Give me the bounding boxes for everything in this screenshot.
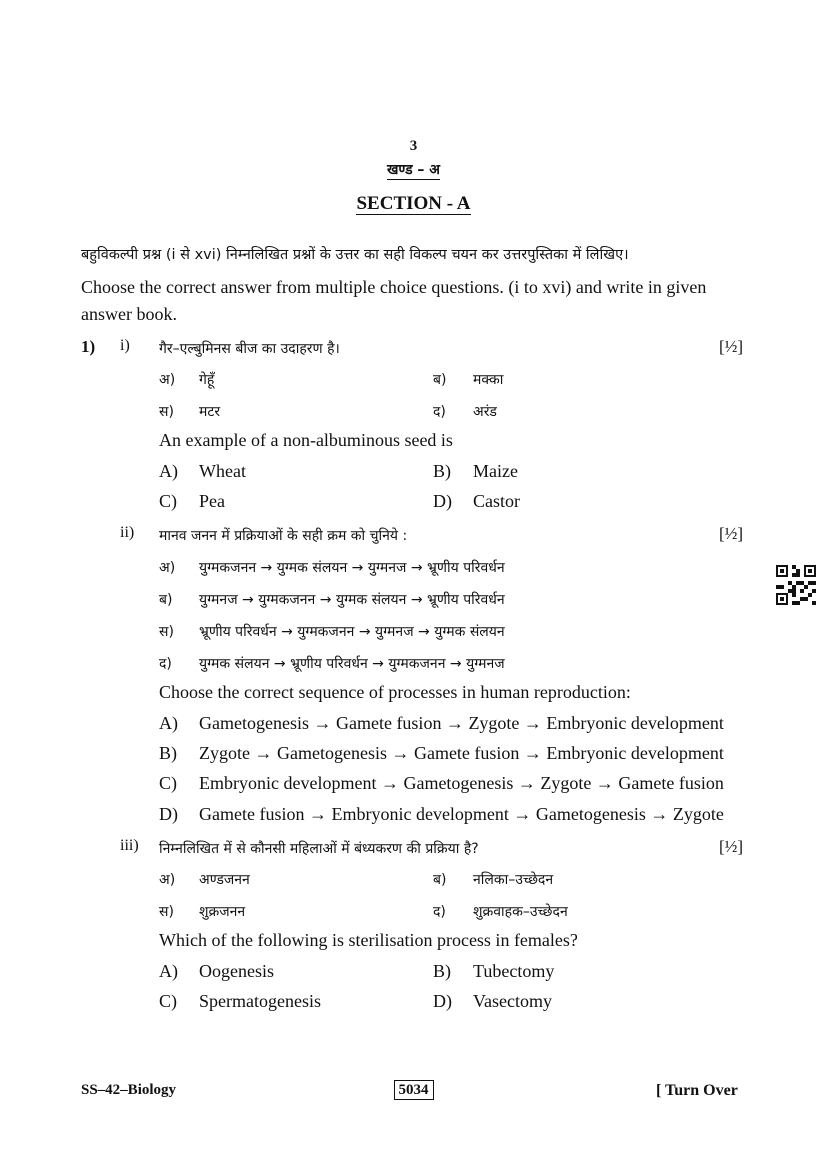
option-hindi bbox=[159, 402, 220, 421]
option-hindi bbox=[159, 622, 505, 641]
option-text: Gamete fusion → Embryonic development → Gametogenesis → Zygote bbox=[199, 804, 724, 824]
instruction-english: Choose the correct answer from multiple choice questions. (i to xvi) and write in given answer book. bbox=[81, 277, 707, 324]
paper-code: SS–42–Biology bbox=[81, 1082, 177, 1098]
option-hindi bbox=[159, 654, 505, 673]
option-text: शुक्रजनन bbox=[199, 904, 246, 920]
option-english bbox=[433, 991, 552, 1012]
option-hindi bbox=[433, 402, 497, 421]
option-hindi bbox=[159, 870, 250, 889]
option-text: युग्मनज → युग्मकजनन → युग्मक संलयन → भ्रूणीय परिवर्धन bbox=[199, 592, 505, 608]
option-text: मक्का bbox=[473, 372, 504, 388]
option-text: Vasectomy bbox=[473, 991, 552, 1011]
option-text: Zygote → Gametogenesis → Gamete fusion → Embryonic development bbox=[199, 743, 724, 763]
option-hindi bbox=[159, 558, 505, 577]
option-label: द) bbox=[433, 904, 446, 920]
option-label: B) bbox=[159, 743, 177, 763]
option-label: अ) bbox=[159, 372, 176, 388]
option-label: C) bbox=[159, 491, 177, 511]
section-title bbox=[0, 193, 827, 215]
option-label: C) bbox=[159, 773, 177, 793]
option-text: Embryonic development → Gametogenesis → Zygote → Gamete fusion bbox=[199, 773, 724, 793]
option-text: Tubectomy bbox=[473, 961, 555, 981]
option-text: अण्डजनन bbox=[199, 872, 250, 888]
option-label: D) bbox=[433, 491, 452, 511]
section-title-text: SECTION - A bbox=[356, 193, 471, 214]
option-text: Wheat bbox=[199, 461, 246, 481]
subquestion-number: i) bbox=[120, 337, 130, 354]
option-hindi bbox=[433, 870, 553, 889]
option-label: ब) bbox=[159, 592, 173, 608]
option-label: B) bbox=[433, 461, 451, 481]
option-text: युग्मकजनन → युग्मक संलयन → युग्मनज → भ्रूणीय परिवर्धन bbox=[199, 560, 505, 576]
marks: [½] bbox=[719, 337, 744, 356]
option-label: A) bbox=[159, 961, 178, 981]
option-english bbox=[159, 991, 321, 1012]
section-title-hindi bbox=[0, 160, 827, 179]
option-text: Castor bbox=[473, 491, 520, 511]
option-text: मटर bbox=[199, 404, 221, 420]
subquestion-number: iii) bbox=[120, 837, 139, 854]
option-label: स) bbox=[159, 904, 174, 920]
option-english bbox=[159, 743, 724, 764]
qr-code-icon bbox=[776, 565, 816, 605]
option-hindi bbox=[159, 590, 505, 609]
page-code-box: 5034 bbox=[394, 1080, 434, 1100]
option-label: द) bbox=[433, 404, 446, 420]
option-hindi bbox=[433, 902, 568, 921]
option-label: स) bbox=[159, 404, 174, 420]
option-english bbox=[159, 491, 225, 512]
option-label: B) bbox=[433, 961, 451, 981]
option-text: शुक्रवाहक–उच्छेदन bbox=[473, 904, 568, 920]
option-label: D) bbox=[433, 991, 452, 1011]
question-text-hindi: गैर–एल्बुमिनस बीज का उदाहरण है। bbox=[159, 341, 340, 357]
option-text: Oogenesis bbox=[199, 961, 274, 981]
option-english bbox=[433, 461, 518, 482]
instruction-hindi: बहुविकल्पी प्रश्न (i से xvi) निम्नलिखित प्रश्नों के उत्तर का सही विकल्प चयन कर उत्तरपुस्तिका में लिखिए। bbox=[81, 247, 629, 263]
question-text-hindi: मानव जनन में प्रक्रियाओं के सही क्रम को चुनिये : bbox=[159, 528, 408, 544]
option-hindi bbox=[433, 370, 503, 389]
option-label: अ) bbox=[159, 560, 176, 576]
section-title-hindi-text: खण्ड – अ bbox=[386, 162, 441, 178]
option-text: अरंड bbox=[473, 404, 497, 420]
option-text: गेहूँ bbox=[199, 372, 215, 388]
option-text: Pea bbox=[199, 491, 225, 511]
option-label: C) bbox=[159, 991, 177, 1011]
option-text: Maize bbox=[473, 461, 518, 481]
question-text-english: Which of the following is sterilisation process in females? bbox=[159, 930, 578, 950]
option-hindi bbox=[159, 370, 214, 389]
question-text-english: Choose the correct sequence of processes in human reproduction: bbox=[159, 682, 631, 702]
option-english bbox=[159, 773, 724, 794]
marks: [½] bbox=[719, 524, 744, 543]
question-text-english: An example of a non-albuminous seed is bbox=[159, 430, 453, 450]
option-english bbox=[159, 461, 246, 482]
option-label: अ) bbox=[159, 872, 176, 888]
option-label: स) bbox=[159, 624, 174, 640]
option-english bbox=[433, 491, 520, 512]
option-label: ब) bbox=[433, 872, 447, 888]
marks: [½] bbox=[719, 837, 744, 856]
option-text: नलिका–उच्छेदन bbox=[473, 872, 554, 888]
option-english bbox=[159, 804, 724, 825]
question-text-hindi: निम्नलिखित में से कौनसी महिलाओं में बंध्यकरण की प्रक्रिया है? bbox=[159, 841, 479, 857]
option-english bbox=[159, 713, 724, 734]
subquestion-number: ii) bbox=[120, 524, 135, 541]
option-label: D) bbox=[159, 804, 178, 824]
option-label: ब) bbox=[433, 372, 447, 388]
option-text: Gametogenesis → Gamete fusion → Zygote → Embryonic development bbox=[199, 713, 724, 733]
option-text: भ्रूणीय परिवर्धन → युग्मकजनन → युग्मनज → युग्मक संलयन bbox=[199, 624, 505, 640]
option-english bbox=[433, 961, 554, 982]
page-number: 3 bbox=[409, 138, 418, 154]
question-number: 1) bbox=[81, 337, 96, 356]
option-label: A) bbox=[159, 713, 178, 733]
option-hindi bbox=[159, 902, 245, 921]
option-label: द) bbox=[159, 656, 172, 672]
turn-over-label: [ Turn Over bbox=[656, 1082, 738, 1099]
option-english bbox=[159, 961, 274, 982]
option-label: A) bbox=[159, 461, 178, 481]
option-text: Spermatogenesis bbox=[199, 991, 321, 1011]
option-text: युग्मक संलयन → भ्रूणीय परिवर्धन → युग्मकजनन → युग्मनज bbox=[199, 656, 505, 672]
